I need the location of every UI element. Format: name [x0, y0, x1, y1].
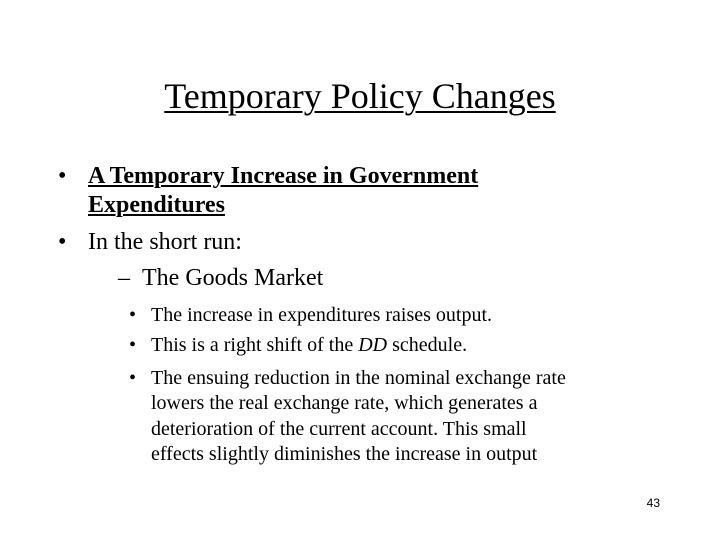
dd-text-after: schedule.	[387, 334, 468, 356]
dd-schedule-emphasis: DD	[358, 334, 388, 356]
bullet-marker: •	[58, 163, 67, 189]
dash-marker: –	[118, 265, 130, 291]
sub-bullet-exchange-rate-line3: deterioration of the current account. This small	[151, 418, 527, 440]
slide-title: Temporary Policy Changes	[164, 76, 556, 116]
sub-bullet-dd-shift	[151, 333, 467, 358]
sub-bullet-exchange-rate-line1: The ensuing reduction in the nominal exchange rate	[151, 367, 566, 389]
bullet-marker: •	[129, 367, 137, 389]
bullet-text-short-run: In the short run:	[88, 229, 242, 255]
bullet-marker: •	[58, 229, 67, 255]
bullet-text-gov-expenditures-line1: A Temporary Increase in Government	[88, 163, 479, 189]
sub-bullet-exchange-rate-line4: effects slightly diminishes the increase in output	[151, 443, 538, 465]
subheading-goods-market: The Goods Market	[142, 265, 324, 291]
bullet-marker: •	[129, 304, 137, 326]
bullet-text-gov-expenditures-line2: Expenditures	[88, 192, 225, 218]
dd-text-before: This is a right shift of the	[151, 334, 359, 356]
page-number: 43	[646, 496, 660, 510]
bullet-marker: •	[129, 334, 137, 356]
sub-bullet-exchange-rate-line2: lowers the real exchange rate, which generates a	[151, 392, 538, 414]
sub-bullet-raises-output: The increase in expenditures raises output.	[151, 304, 492, 326]
